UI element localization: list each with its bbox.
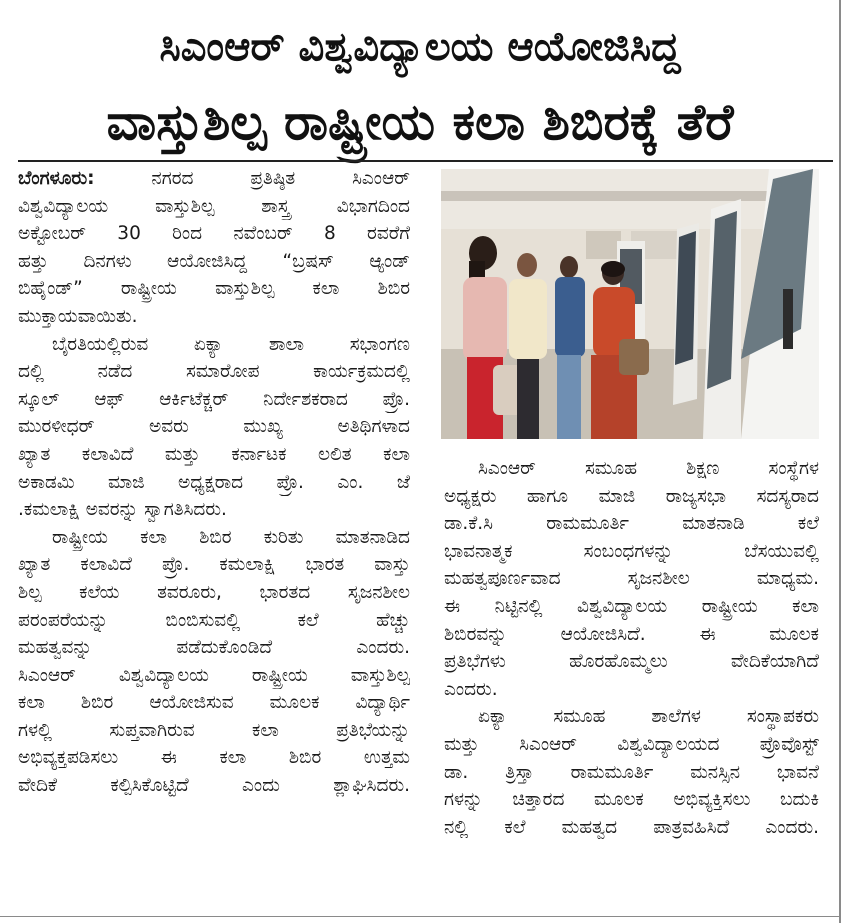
text-line: ಅಧ್ಯಕ್ಷರು ಹಾಗೂ ಮಾಜಿ ರಾಜ್ಯಸಭಾ ಸದಸ್ಯರಾದ [444, 485, 819, 507]
text-line: ಸ್ಕೂಲ್ ಆಫ್ ಆರ್ಕಿಟೆಕ್ಚರ್ ನಿರ್ದೇಶಕರಾದ ಪ್ರೊ. [18, 388, 410, 410]
text-line: ಖ್ಯಾತ ಕಲಾವಿದೆ ಮತ್ತು ಕರ್ನಾಟಕ ಲಲಿತ ಕಲಾ [18, 443, 410, 465]
text-line [18, 165, 410, 193]
text-line: ರಾಷ್ಟ್ರೀಯ ಕಲಾ ಶಿಬಿರ ಕುರಿತು ಮಾತನಾಡಿದ [52, 526, 410, 548]
event-photo-illustration [441, 169, 819, 439]
text-line: ಮುರಳೀಧರ್ ಅವರು ಮುಖ್ಯ ಅತಿಥಿಗಳಾದ [18, 416, 410, 438]
text-line: ಬಿಹೈಂಡ್” ರಾಷ್ಟ್ರೀಯ ವಾಸ್ತುಶಿಲ್ಪ ಕಲಾ ಶಿಬಿರ [18, 278, 410, 300]
text-line: ಏಕ್ಯಾ ಸಮೂಹ ಶಾಲೆಗಳ ಸಂಸ್ಥಾಪಕರು [478, 706, 819, 728]
text-line-segment: ನಗರದ ಪ್ರತಿಷ್ಠಿತ ಸಿಎಂಆರ್ [151, 168, 410, 189]
page-frame-bottom [0, 916, 840, 917]
text-line: ಅಕ್ಟೋಬರ್ 30 ರಿಂದ ನವೆಂಬರ್ 8 ರವರೆಗೆ [18, 223, 410, 245]
text-line: ಪರಂಪರೆಯನ್ನು ಬಿಂಬಿಸುವಲ್ಲಿ ಕಲೆ ಹೆಚ್ಚು [18, 609, 410, 631]
text-line: ಎಂದರು. [444, 678, 498, 700]
text-line: ಶಿಬಿರವನ್ನು ಆಯೋಜಿಸಿದೆ. ಈ ಮೂಲಕ [444, 623, 819, 645]
text-line: ಈ ನಿಟ್ಟಿನಲ್ಲಿ ವಿಶ್ವವಿದ್ಯಾಲಯ ರಾಷ್ಟ್ರೀಯ ಕಲಾ [444, 595, 819, 617]
text-line: ಬೈರತಿಯಲ್ಲಿರುವ ಏಕ್ಯಾ ಶಾಲಾ ಸಭಾಂಗಣ [52, 333, 410, 355]
headline-main: ವಾಸ್ತುಶಿಲ್ಪ ರಾಷ್ಟ್ರೀಯ ಕಲಾ ಶಿಬಿರಕ್ಕೆ ತೆರೆ [106, 93, 734, 151]
text-line: ವೇದಿಕೆ ಕಲ್ಪಿಸಿಕೊಟ್ಟಿದೆ ಎಂದು ಶ್ಲಾಘಿಸಿದರು. [18, 775, 410, 797]
text-line: ದಲ್ಲಿ ನಡೆದ ಸಮಾರೋಪ ಕಾರ್ಯಕ್ರಮದಲ್ಲಿ [18, 361, 410, 383]
text-line: ಗಳನ್ನು ಚಿತ್ತಾರದ ಮೂಲಕ ಅಭಿವ್ಯಕ್ತಿಸಲು ಬದುಕಿ [444, 789, 819, 811]
text-line: ಮಹತ್ವವನ್ನು ಪಡೆದುಕೊಂಡಿದೆ ಎಂದರು. [18, 637, 410, 659]
text-line: ಭಾವನಾತ್ಮಕ ಸಂಬಂಧಗಳನ್ನು ಬೆಸಯುವಲ್ಲಿ [444, 540, 819, 562]
text-line: ಸಿಎಂಆರ್ ಸಮೂಹ ಶಿಕ್ಷಣ ಸಂಸ್ಥೆಗಳ [478, 458, 819, 479]
text-line: ಅಕಾಡಮಿ ಮಾಜಿ ಅಧ್ಯಕ್ಷರಾದ ಪ್ರೊ. ಎಂ. ಜೆ [18, 471, 410, 493]
text-line: ಪ್ರತಿಭೆಗಳು ಹೊರಹೊಮ್ಮಲು ವೇದಿಕೆಯಾಗಿದೆ [444, 651, 819, 673]
text-line: ಮುಕ್ತಾಯವಾಯಿತು. [18, 305, 138, 327]
text-line: ಡಾ. ತ್ರಿಸ್ತಾ ರಾಮಮೂರ್ತಿ ಮನಸ್ಸಿನ ಭಾವನೆ [444, 761, 819, 783]
text-line: ಗಳಲ್ಲಿ ಸುಪ್ತವಾಗಿರುವ ಕಲಾ ಪ್ರತಿಭೆಯನ್ನು [18, 719, 410, 741]
text-line: ನಲ್ಲಿ ಕಲೆ ಮಹತ್ವದ ಪಾತ್ರವಹಿಸಿದೆ ಎಂದರು. [444, 816, 819, 838]
text-line: .ಕಮಲಾಕ್ಷಿ ಅವರನ್ನು ಸ್ವಾಗತಿಸಿದರು. [18, 499, 227, 521]
text-line: ಹತ್ತು ದಿನಗಳು ಆಯೋಜಿಸಿದ್ದ “ಬ್ರಷಸ್ ಆ್ಯಂಡ್ [18, 250, 410, 272]
dateline: ಬೆಂಗಳೂರು: [18, 168, 95, 189]
text-line: ಶಿಲ್ಪ ಕಲೆಯ ತವರೂರು, ಭಾರತದ ಸೃಜನಶೀಲ [18, 581, 410, 603]
text-line: ವಿಶ್ವವಿದ್ಯಾಲಯ ವಾಸ್ತುಶಿಲ್ಪ ಶಾಸ್ತ್ರ ವಿಭಾಗದಿಂದ [18, 195, 410, 217]
text-line: ಖ್ಯಾತ ಕಲಾವಿದೆ ಪ್ರೊ. ಕಮಲಾಕ್ಷಿ ಭಾರತ ವಾಸ್ತು [18, 554, 410, 576]
event-photo [441, 169, 819, 439]
headline-rule [18, 160, 833, 162]
headline-kicker: ಸಿಎಂಆರ್ ವಿಶ್ವವಿದ್ಯಾಲಯ ಆಯೋಜಿಸಿದ್ದ [159, 24, 681, 70]
text-line: ಸಿಎಂಆರ್ ವಿಶ್ವವಿದ್ಯಾಲಯ ರಾಷ್ಟ್ರೀಯ ವಾಸ್ತುಶಿಲ್ಪ [18, 664, 410, 686]
text-line: ಡಾ.ಕೆ.ಸಿ ರಾಮಮೂರ್ತಿ ಮಾತನಾಡಿ ಕಲೆ [444, 513, 819, 535]
text-line: ಕಲಾ ಶಿಬಿರ ಆಯೋಜಿಸುವ ಮೂಲಕ ವಿದ್ಯಾರ್ಥಿ [18, 692, 410, 714]
text-line: ಮತ್ತು ಸಿಎಂಆರ್ ವಿಶ್ವವಿದ್ಯಾಲಯದ ಪ್ರೊವೊಸ್ಟ್ [444, 733, 819, 755]
text-line: ಅಭಿವ್ಯಕ್ತಪಡಿಸಲು ಈ ಕಲಾ ಶಿಬಿರ ಉತ್ತಮ [18, 747, 410, 769]
article-right-column [444, 455, 819, 841]
text-line: ಮಹತ್ವಪೂರ್ಣವಾದ ಸೃಜನಶೀಲ ಮಾಧ್ಯಮ. [444, 568, 819, 590]
article-left-column [18, 165, 410, 800]
